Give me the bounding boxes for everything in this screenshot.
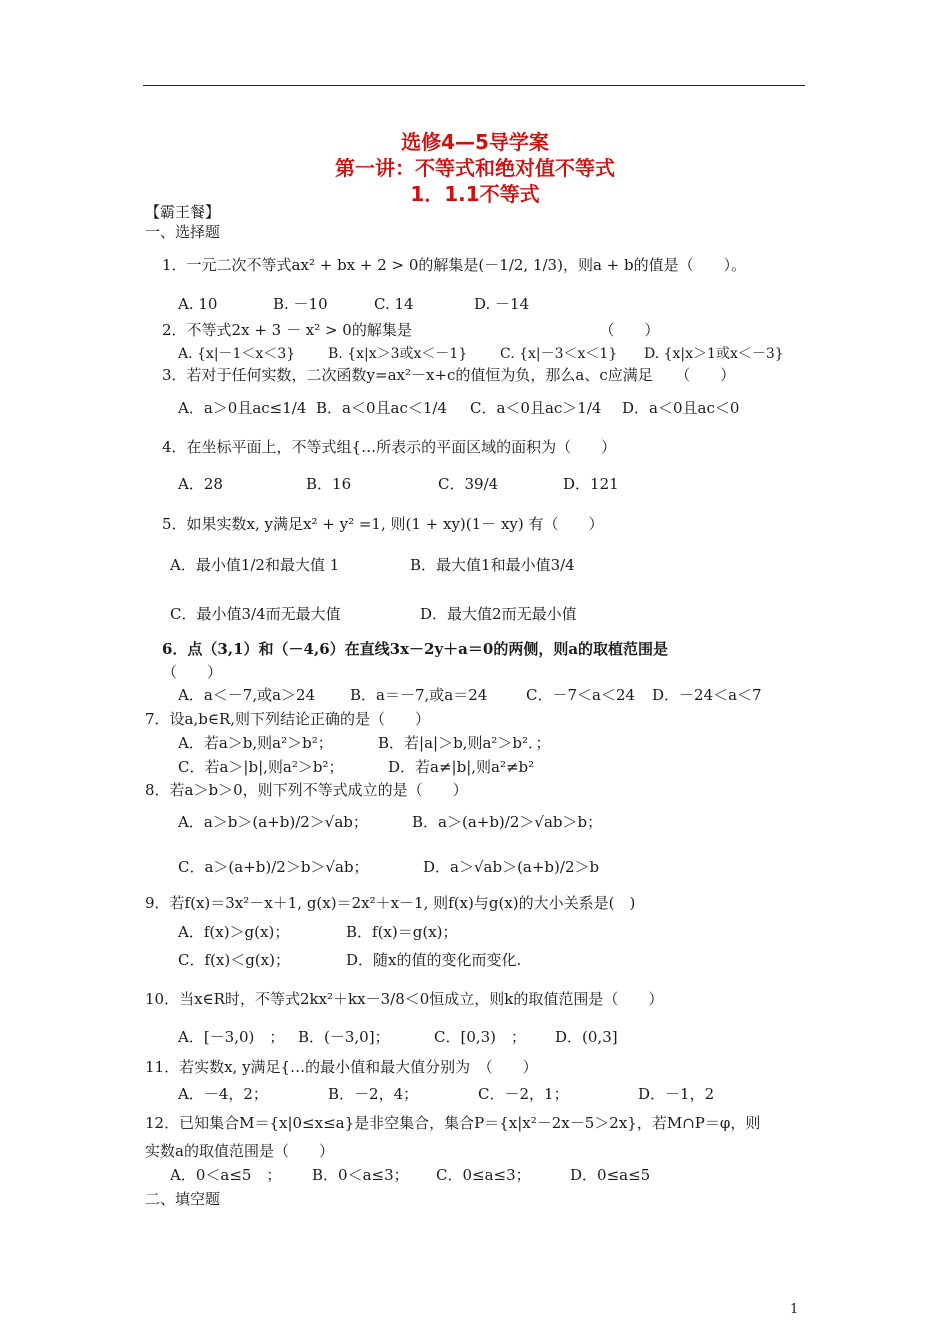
option-d: D．最大值2而无最小值 bbox=[420, 605, 577, 623]
option-d: D．随x的值的变化而变化. bbox=[346, 951, 522, 969]
option-d: D．121 bbox=[563, 475, 619, 493]
option-a: A．a＞b＞(a+b)/2＞√ab； bbox=[178, 813, 368, 831]
option-b: B．a＝－7,或a＝24 bbox=[350, 686, 488, 704]
question-stem: 1．一元二次不等式ax² + bx + 2 > 0的解集是(－1/2, 1/3)，则a + b的值是（ ）。 bbox=[162, 256, 747, 274]
option-b: B．16 bbox=[306, 475, 352, 493]
option-d: D. {x|x＞1或x＜－3} bbox=[644, 346, 784, 362]
option-c: C．a＞(a+b)/2＞b＞√ab； bbox=[178, 858, 369, 876]
option-a: A．f(x)＞g(x)； bbox=[178, 923, 290, 941]
option-b: B．0＜a≤3； bbox=[312, 1166, 409, 1184]
option-c: C．39/4 bbox=[438, 475, 499, 493]
option-d: D．(0,3] bbox=[555, 1028, 618, 1046]
section-tag: 【霸王餐】 bbox=[145, 203, 221, 221]
option-c: C．0≤a≤3； bbox=[436, 1166, 531, 1184]
question-stem: 6．点（3,1）和（－4,6）在直线3x－2y＋a＝0的两侧，则a的取植范围是 bbox=[162, 640, 669, 658]
option-d: D．－1，2 bbox=[638, 1085, 715, 1103]
question-stem-cont: 实数a的取值范围是（ ） bbox=[145, 1142, 334, 1160]
option-d: D．a＜0且ac＜0 bbox=[622, 399, 740, 417]
option-c: C．最小值3/4而无最大值 bbox=[170, 605, 341, 623]
option-b: B．最大值1和最小值3/4 bbox=[410, 556, 575, 574]
option-a: A．0＜a≤5 ； bbox=[170, 1166, 282, 1184]
question-stem: 2．不等式2x + 3 － x² > 0的解集是 （ ） bbox=[162, 321, 660, 339]
question-stem: 10．当x∈R时，不等式2kx²＋kx－3/8＜0恒成立，则k的取值范围是（ ） bbox=[145, 990, 664, 1008]
question-stem: 8．若a＞b＞0，则下列不等式成立的是（ ） bbox=[145, 781, 468, 799]
option-b: B．a＞(a+b)/2＞√ab＞b； bbox=[412, 813, 603, 831]
option-a: A. 10 bbox=[178, 295, 218, 313]
part-choice-heading: 一、选择题 bbox=[145, 223, 221, 241]
option-d: D．a＞√ab＞(a+b)/2＞b bbox=[423, 858, 600, 876]
option-c: C．a＜0且ac＞1/4 bbox=[470, 399, 602, 417]
option-b: B．f(x)＝g(x)； bbox=[346, 923, 458, 941]
option-a: A．－4，2； bbox=[178, 1085, 268, 1103]
option-a: A．最小值1/2和最大值 1 bbox=[170, 556, 340, 574]
question-stem: 12．已知集合M＝{x|0≤x≤a}是非空集合，集合P＝{x|x²－2x－5＞2x}，若M∩P＝φ，则 bbox=[145, 1114, 761, 1132]
option-c: C．－7＜a＜24 bbox=[526, 686, 636, 704]
option-c: C．f(x)＜g(x)； bbox=[178, 951, 290, 969]
page-number: 1 bbox=[790, 1302, 799, 1317]
option-b: B. {x|x＞3或x＜－1} bbox=[328, 346, 468, 362]
section-title: 1．1.1不等式 bbox=[410, 182, 540, 206]
question-stem: 4．在坐标平面上，不等式组{…所表示的平面区域的面积为（ ） bbox=[162, 438, 617, 456]
option-c: C．若a＞|b|,则a²＞b²； bbox=[178, 758, 344, 776]
option-b: B. －10 bbox=[273, 295, 328, 313]
option-c: C．－2，1； bbox=[478, 1085, 569, 1103]
option-d: D．若a≠|b|,则a²≠b² bbox=[388, 758, 535, 776]
option-d: D．0≤a≤5 bbox=[570, 1166, 651, 1184]
option-b: B．(－3,0]； bbox=[298, 1028, 390, 1046]
question-stem-cont: （ ） bbox=[162, 663, 223, 681]
option-a: A．若a＞b,则a²＞b²； bbox=[178, 734, 333, 752]
top-rule bbox=[143, 85, 805, 86]
option-b: B．－2，4； bbox=[328, 1085, 419, 1103]
option-d: D. －14 bbox=[474, 295, 530, 313]
option-a: A. {x|－1＜x＜3} bbox=[178, 346, 296, 362]
question-stem: 11．若实数x, y满足{…的最小值和最大值分别为 （ ） bbox=[145, 1058, 538, 1076]
option-c: C. 14 bbox=[374, 295, 414, 313]
question-stem: 3．若对于任何实数，二次函数y=ax²－x+c的值恒为负，那么a、c应满足 （ ） bbox=[162, 366, 736, 384]
option-c: C. {x|－3＜x＜1} bbox=[500, 346, 618, 362]
option-b: B．若|a|＞b,则a²＞b²．； bbox=[378, 734, 551, 752]
part-fill-heading: 二、填空题 bbox=[145, 1190, 221, 1208]
question-stem: 7．设a,b∈R,则下列结论正确的是（ ） bbox=[145, 710, 431, 728]
option-c: C．[0,3) ； bbox=[434, 1028, 527, 1046]
option-a: A．a＞0且ac≤1/4 bbox=[178, 399, 307, 417]
question-stem: 9．若f(x)＝3x²－x＋1, g(x)＝2x²＋x－1, 则f(x)与g(x)的大小关系是( ) bbox=[145, 894, 636, 912]
question-stem: 5．如果实数x, y满足x² + y² =1, 则(1 + xy)(1－ xy) 有（ ） bbox=[162, 515, 604, 533]
lecture-title: 第一讲：不等式和绝对值不等式 bbox=[335, 156, 615, 180]
option-d: D．－24＜a＜7 bbox=[652, 686, 762, 704]
option-b: B．a＜0且ac＜1/4 bbox=[316, 399, 447, 417]
option-a: A．a＜－7,或a＞24 bbox=[178, 686, 316, 704]
doc-title: 选修4—5导学案 bbox=[401, 130, 549, 154]
option-a: A．[－3,0) ； bbox=[178, 1028, 285, 1046]
option-a: A．28 bbox=[178, 475, 223, 493]
